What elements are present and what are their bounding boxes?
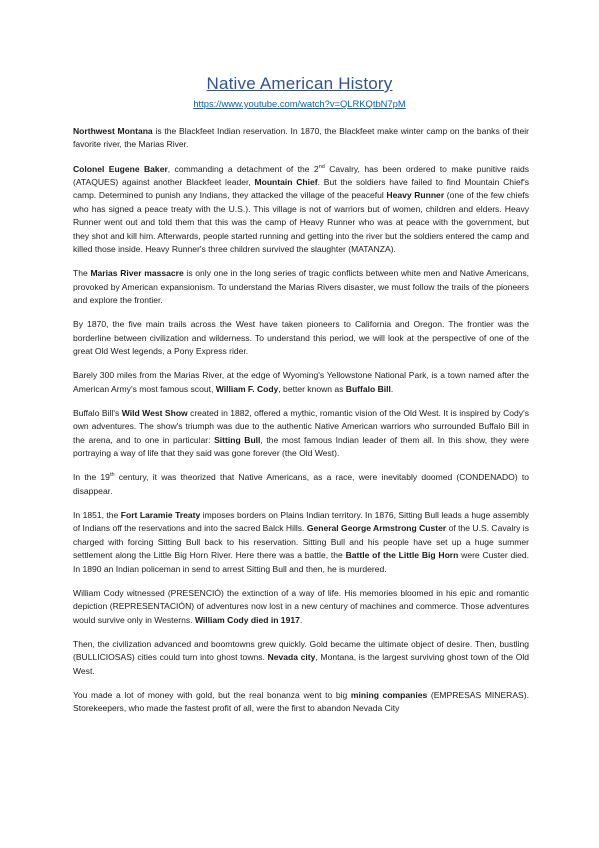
bold-term: Northwest Montana (73, 126, 153, 136)
bold-term: Mountain Chief (254, 177, 318, 188)
text-run: . But the soldiers have failed to find Mountain Chief's camp. Determined to punish any Indians, they attacked the village of the peaceful (73, 177, 529, 201)
text-run: were Custer died. In 1890 an Indian policeman in send to arrest Sitting Bull and then, he is murdered. (73, 550, 530, 574)
bold-term: Heavy Runner (386, 190, 445, 201)
bold-term: General George Armstrong Custer (306, 523, 447, 534)
text-run: The (73, 268, 91, 279)
text-run: century, it was theorized that Native Americans, as a race, were inevitably doomed (CONDENADO) to disappear. (73, 472, 530, 496)
text-run: (EMPRESAS MINERAS). Storekeepers, who made the fastest profit of all, were the first to abandon Nevada City (73, 689, 529, 714)
text-run: , commanding a detachment of the 2 (167, 163, 319, 174)
paragraph (73, 587, 529, 627)
paragraph (73, 125, 529, 152)
paragraph (73, 509, 529, 576)
paragraph (73, 471, 529, 498)
text-run: is only one in the long series of tragic conflicts between white men and Native Americans, provoked by American expansionism. To understand the Marias Rivers disaster, we must follow the trails of the pioneers and explore the frontier. (73, 268, 530, 306)
text-run: Then, the civilization advanced and boomtowns grew quickly. Gold became the ultimate object of desire. Then, bustling (BULLICIOSAS) cities could turn into ghost towns. (73, 638, 529, 663)
text-run: Cavalry, has been ordered to make punitive raids (ATAQUES) against another Blackfeet leader, (73, 163, 530, 188)
paragraph (73, 267, 529, 307)
text-run: (one of the few chiefs who has signed a peace treaty with the U.S.). This village is not of warriors but of women, children and elders. Heavy Runner went out and told them that this was the camp of Heavy Runner who was at peace with the government, but they shot and kill him. Afterwards, people started running and getting into the river but the soldiers entered the camp and killed those inside. Heavy Runner's three children survived the slaughter (MATANZA). (73, 190, 529, 255)
youtube-link[interactable]: https://www.youtube.com/watch?v=QLRKQtbN7pM (193, 98, 406, 109)
superscript: nd (318, 163, 325, 170)
bold-term: mining companies (350, 689, 428, 700)
text-run: In the 19 (73, 472, 110, 483)
bold-term: Marias River massacre (90, 268, 184, 279)
text-run: . (299, 614, 303, 625)
text-run: . (390, 383, 394, 394)
paragraph (73, 318, 529, 358)
paragraph (73, 163, 529, 257)
text-run: is the Blackfeet Indian reservation. In 1870, the Blackfeet make winter camp on the banks of their favorite river, the Marias River. (73, 126, 530, 150)
paragraph (73, 689, 529, 716)
paragraph (73, 638, 529, 678)
text-run: , the most famous Indian leader of them all. In this show, they were portraying a way of life that they said was gone forever (the Old West). (73, 434, 529, 459)
text-run: You made a lot of money with gold, but the real bonanza went to big (73, 689, 351, 700)
superscript: th (109, 472, 115, 479)
text-run: Barely 300 miles from the Marias River, at the edge of Wyoming's Yellowstone National Park, is a town named after the American Army's most famous scout, (73, 370, 529, 394)
bold-term: Buffalo Bill (345, 383, 391, 394)
bold-term: Sitting Bull (214, 434, 261, 445)
bold-term: Battle of the Little Big Horn (345, 550, 459, 561)
text-run: of the U.S. Cavalry is charged with forcing Sitting Bull back to his reservation. Sitting Bull and his people have set up a huge summer settlement along the Little Big Horn River. Here there was a battle, the (73, 523, 529, 561)
document-title: Native American History (206, 74, 393, 93)
bold-term: Nevada city (267, 652, 316, 663)
text-run: William Cody witnessed (PRESENCIÓ) the extinction of a way of life. His memories bloomed in his epic and romantic depiction (REPRESENTACIÓN) of adventures now lost in a new century of machines and commerce. Those adventures would survive only in Westerns. (73, 587, 529, 625)
text-run: Buffalo Bill's (73, 407, 122, 418)
document-body (73, 125, 529, 726)
text-run: , better known as (278, 383, 346, 394)
bold-term: William Cody died in 1917 (194, 614, 300, 625)
bold-term: William F. Cody (215, 383, 279, 394)
bold-term: Wild West Show (121, 407, 188, 418)
text-run: created in 1882, offered a mythic, romantic vision of the Old West. It is inspired by Cody's own adventures. The show's triumph was due to the authentic Native American warriors who surrounded Buffalo Bill in the arena, and to one in particular: (73, 407, 529, 445)
text-run: , Montana, is the largest surviving ghost town of the Old West. (73, 652, 529, 676)
paragraph (73, 407, 529, 461)
bold-term: Fort Laramie Treaty (120, 509, 201, 520)
text-run: In 1851, the (73, 509, 121, 520)
bold-term: Colonel Eugene Baker (73, 163, 168, 174)
text-run: By 1870, the five main trails across the West have taken pioneers to California and Oregon. The frontier was the borderline between civilization and wilderness. To understand this period, we will look at the perspective of one of the great Old West legends, a Pony Express rider. (73, 319, 529, 357)
paragraph (73, 369, 529, 396)
text-run: imposes borders on Plains Indian territory. In 1876, Sitting Bull leads a huge assembly of Indians off the reservations and into the sacred Balck Hills. (73, 509, 529, 534)
